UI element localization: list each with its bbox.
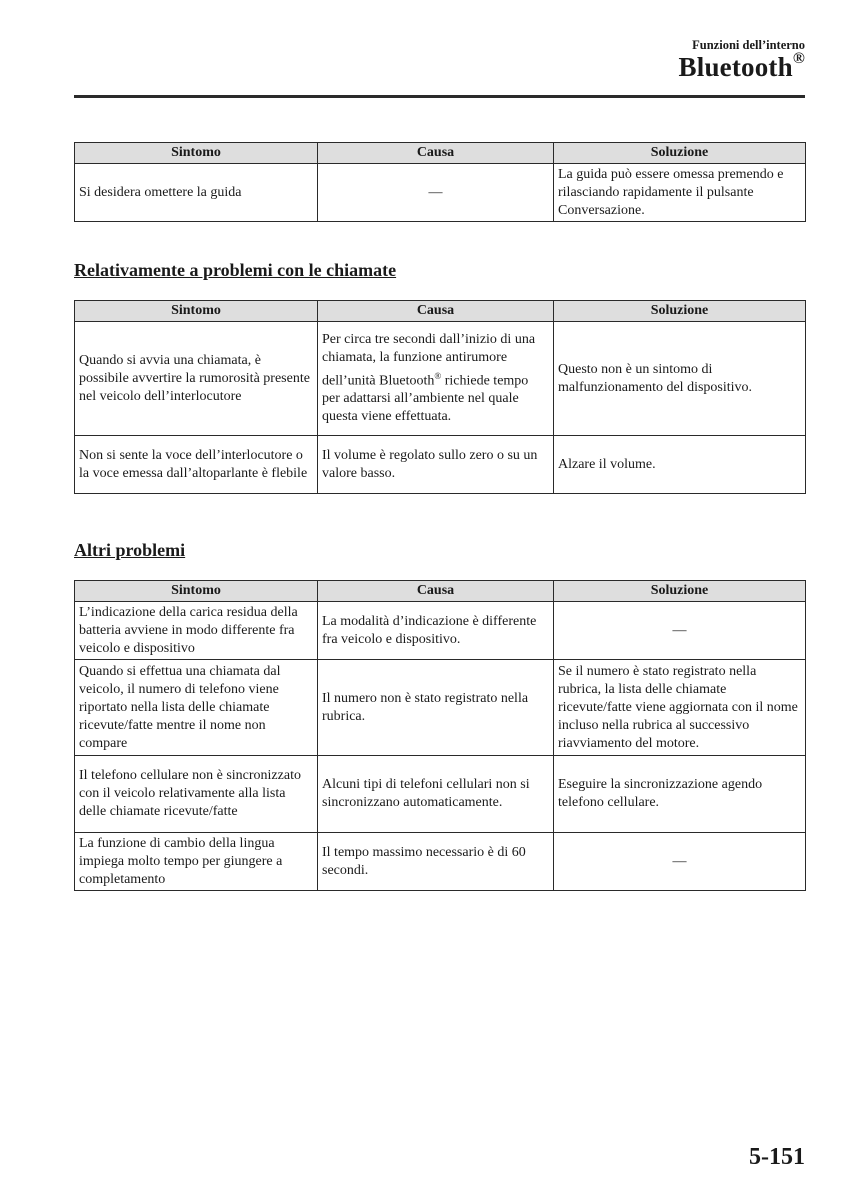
table-row: [75, 602, 806, 660]
cell-sintomo: Il telefono cellulare non è sincronizzato con il veicolo relativamente alla lista delle chiamate ricevute/fatte: [75, 756, 318, 833]
registered-mark: ®: [792, 50, 805, 67]
column-header-soluzione: Soluzione: [554, 581, 806, 602]
cell-soluzione: —: [554, 833, 806, 891]
table-header-row: [75, 301, 806, 322]
cell-causa: Il tempo massimo necessario è di 60 secondi.: [318, 833, 554, 891]
cell-sintomo: Si desidera omettere la guida: [75, 164, 318, 222]
page-title: Bluetooth®: [678, 50, 805, 82]
cell-soluzione: Questo non è un sintomo di malfunzionamento del dispositivo.: [554, 322, 806, 436]
column-header-sintomo: Sintomo: [75, 581, 318, 602]
heading-other-problems: Altri problemi: [74, 540, 186, 560]
table-row: [75, 756, 806, 833]
cell-sintomo: Non si sente la voce dell’interlocutore o la voce emessa dall’altoparlante è flebile: [75, 436, 318, 494]
column-header-sintomo: Sintomo: [75, 143, 318, 164]
table-row: [75, 833, 806, 891]
cell-causa: Per circa tre secondi dall’inizio di una chiamata, la funzione antirumore dell’unità Bluetooth® richiede tempo per adattarsi all’ambiente nel quale questa viene effettuata.: [318, 322, 554, 436]
header-rule: [74, 95, 805, 98]
column-header-soluzione: Soluzione: [554, 143, 806, 164]
section-title: Funzioni dell’interno: [692, 38, 805, 52]
column-header-sintomo: Sintomo: [75, 301, 318, 322]
cell-sintomo: Quando si avvia una chiamata, è possibile avvertire la rumorosità presente nel veicolo dell’interlocutore: [75, 322, 318, 436]
table-row: [75, 436, 806, 494]
table-header-row: [75, 581, 806, 602]
table-row: [75, 660, 806, 756]
cell-causa: La modalità d’indicazione è differente fra veicolo e dispositivo.: [318, 602, 554, 660]
cell-sintomo: L’indicazione della carica residua della batteria avviene in modo differente fra veicolo e dispositivo: [75, 602, 318, 660]
registered-mark: ®: [434, 370, 442, 381]
troubleshooting-table-calls: [74, 300, 806, 494]
troubleshooting-table-other: [74, 580, 806, 891]
cell-causa: Alcuni tipi di telefoni cellulari non si sincronizzano automaticamente.: [318, 756, 554, 833]
column-header-causa: Causa: [318, 301, 554, 322]
cell-causa: —: [318, 164, 554, 222]
cell-causa: Il volume è regolato sullo zero o su un valore basso.: [318, 436, 554, 494]
table-row: [75, 164, 806, 222]
cell-soluzione: Alzare il volume.: [554, 436, 806, 494]
cell-soluzione: La guida può essere omessa premendo e rilasciando rapidamente il pulsante Conversazione.: [554, 164, 806, 222]
cell-soluzione: —: [554, 602, 806, 660]
table-row: [75, 322, 806, 436]
cell-sintomo: La funzione di cambio della lingua impiega molto tempo per giungere a completamento: [75, 833, 318, 891]
cell-soluzione: Se il numero è stato registrato nella rubrica, la lista delle chiamate ricevute/fatte viene aggiornata con il nome incluso nella rubrica al successivo riavviamento del motore.: [554, 660, 806, 756]
troubleshooting-table-guide: [74, 142, 806, 222]
cell-sintomo: Quando si effettua una chiamata dal veicolo, il numero di telefono viene riportato nella lista delle chiamate ricevute/fatte mentre il nome non compare: [75, 660, 318, 756]
column-header-causa: Causa: [318, 581, 554, 602]
column-header-soluzione: Soluzione: [554, 301, 806, 322]
heading-call-problems: Relativamente a problemi con le chiamate: [74, 260, 397, 280]
column-header-causa: Causa: [318, 143, 554, 164]
page-number: 5-151: [749, 1144, 805, 1170]
cell-soluzione: Eseguire la sincronizzazione agendo telefono cellulare.: [554, 756, 806, 833]
cell-causa: Il numero non è stato registrato nella rubrica.: [318, 660, 554, 756]
table-header-row: [75, 143, 806, 164]
